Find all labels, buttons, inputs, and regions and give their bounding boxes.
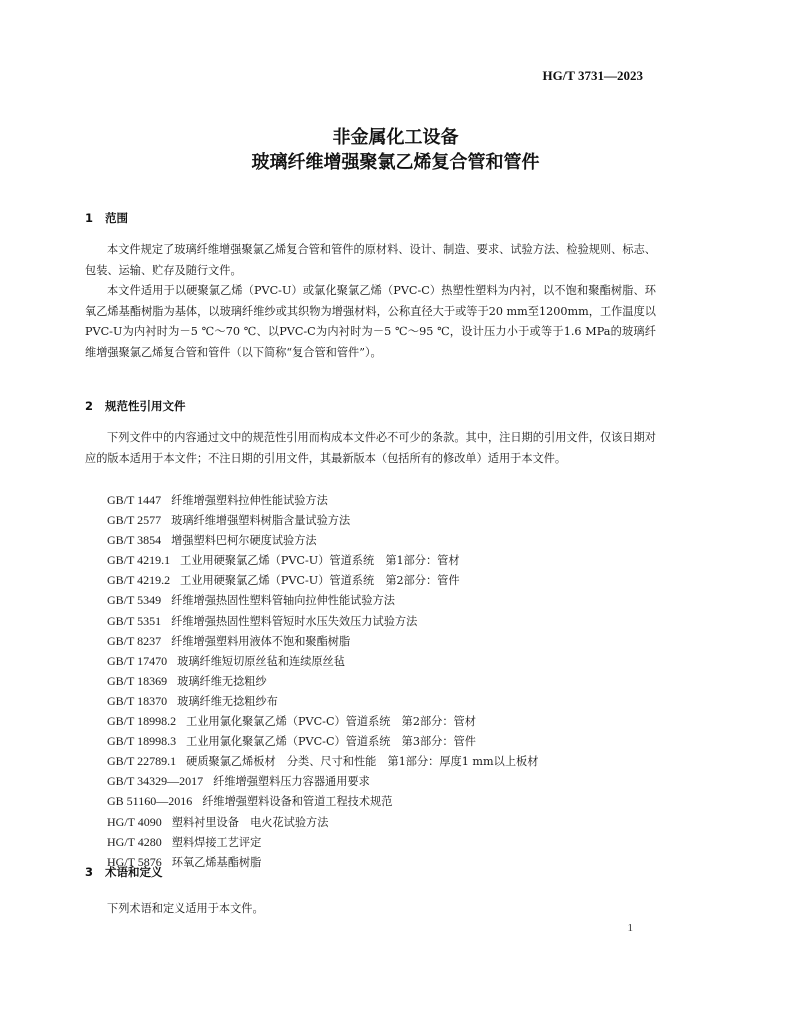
reference-code: GB/T 4219.2: [107, 573, 171, 588]
standard-code: HG/T 3731—2023: [542, 68, 643, 83]
reference-code: HG/T 5876: [107, 854, 162, 869]
reference-code: GB/T 5349: [107, 593, 162, 608]
reference-title: 工业用硬聚氯乙烯（PVC-U）管道系统 第2部分：管件: [180, 574, 460, 588]
section-3-number: 3: [85, 865, 94, 879]
reference-code: GB/T 17470: [107, 653, 168, 668]
reference-item: [107, 751, 538, 771]
reference-title: 纤维增强塑料设备和管道工程技术规范: [202, 795, 393, 809]
reference-item: [107, 590, 538, 610]
reference-code: GB/T 3854: [107, 533, 162, 548]
reference-code: GB/T 18998.2: [107, 714, 177, 729]
section-1-paragraph-1: 本文件规定了玻璃纤维增强聚氯乙烯复合管和管件的原材料、设计、制造、要求、试验方法、检验规则、标志、包装、运输、贮存及随行文件。: [85, 243, 656, 277]
reference-item: [107, 570, 538, 590]
reference-title: 环氧乙烯基酯树脂: [171, 855, 262, 869]
section-3-title: 术语和定义: [105, 865, 163, 879]
reference-item: [107, 812, 538, 832]
reference-title: 玻璃纤维短切原丝毡和连续原丝毡: [177, 654, 345, 668]
reference-item: [107, 671, 538, 691]
section-3-paragraph: 下列术语和定义适用于本文件。: [107, 902, 264, 915]
reference-item: [107, 771, 538, 791]
reference-code: GB/T 22789.1: [107, 754, 177, 769]
reference-code: GB/T 34329—2017: [107, 774, 204, 789]
reference-item: [107, 711, 538, 731]
reference-title: 塑料焊接工艺评定: [171, 835, 262, 849]
section-2-heading: [85, 398, 186, 414]
section-3-heading: [85, 864, 163, 880]
reference-item: [107, 510, 538, 530]
reference-title: 纤维增强塑料用液体不饱和聚酯树脂: [171, 634, 351, 648]
reference-title: 塑料衬里设备 电火花试验方法: [171, 815, 329, 829]
section-2-number: 2: [85, 399, 94, 413]
section-1-number: 1: [85, 211, 94, 225]
section-2-title: 规范性引用文件: [105, 399, 186, 413]
normative-references-list: [107, 490, 538, 872]
title-line-1: 非金属化工设备: [332, 127, 459, 148]
section-1-heading: [85, 210, 128, 226]
reference-title: 增强塑料巴柯尔硬度试验方法: [171, 534, 317, 548]
reference-item: [107, 791, 538, 811]
reference-title: 玻璃纤维无捻粗纱: [177, 674, 267, 688]
reference-title: 纤维增强塑料拉伸性能试验方法: [171, 494, 328, 507]
reference-item: [107, 731, 538, 751]
reference-code: GB/T 18369: [107, 673, 168, 688]
reference-item: [107, 691, 538, 711]
title-line-2: 玻璃纤维增强聚氯乙烯复合管和管件: [251, 152, 540, 173]
reference-item: [107, 631, 538, 651]
reference-item: [107, 852, 538, 872]
reference-item: [107, 832, 538, 852]
reference-code: GB/T 8237: [107, 633, 162, 648]
reference-code: HG/T 4090: [107, 814, 162, 829]
reference-item: [107, 530, 538, 550]
reference-title: 硬质聚氯乙烯板材 分类、尺寸和性能 第1部分：厚度1 mm以上板材: [186, 755, 539, 769]
section-1-paragraph-2: 本文件适用于以硬聚氯乙烯（PVC-U）或氯化聚氯乙烯（PVC-C）热塑性塑料为内衬，以不饱和聚酯树脂、环氧乙烯基酯树脂为基体，以玻璃纤维纱或其织物为增强材料，公称直径大于或等于20 mm至1200mm，工作温度以PVC-U为内衬时为－5 ℃～70 ℃、以PVC-C为内衬时为－5 ℃～95 ℃，设计压力小于或等于1.6 MPa的玻璃纤维增强聚氯乙烯复合管和管件（以下简称“复合管和管件”）。: [85, 284, 656, 359]
reference-title: 纤维增强热固性塑料管轴向拉伸性能试验方法: [171, 594, 395, 608]
reference-code: GB/T 2577: [107, 513, 162, 528]
section-2-paragraph: 下列文件中的内容通过文中的规范性引用而构成本文件必不可少的条款。其中，注日期的引用文件，仅该日期对应的版本适用于本文件；不注日期的引用文件，其最新版本（包括所有的修改单）适用于本文件。: [85, 431, 656, 465]
reference-code: GB/T 18370: [107, 693, 168, 708]
page-number: 1: [627, 922, 633, 934]
reference-title: 纤维增强塑料压力容器通用要求: [213, 775, 370, 789]
reference-title: 纤维增强热固性塑料管短时水压失效压力试验方法: [171, 614, 418, 628]
reference-item: [107, 490, 538, 510]
reference-item: [107, 651, 538, 671]
reference-title: 玻璃纤维无捻粗纱布: [177, 694, 278, 708]
reference-title: 工业用氯化聚氯乙烯（PVC-C）管道系统 第3部分：管件: [186, 735, 476, 749]
reference-title: 工业用氯化聚氯乙烯（PVC-C）管道系统 第2部分：管材: [186, 715, 476, 729]
reference-code: GB 51160—2016: [107, 794, 193, 809]
reference-item: [107, 611, 538, 631]
reference-item: [107, 550, 538, 570]
reference-code: GB/T 18998.3: [107, 734, 177, 749]
section-1-title: 范围: [105, 211, 128, 225]
reference-code: GB/T 1447: [107, 493, 162, 507]
reference-code: HG/T 4280: [107, 834, 162, 849]
reference-code: GB/T 4219.1: [107, 553, 171, 568]
reference-title: 工业用硬聚氯乙烯（PVC-U）管道系统 第1部分：管材: [180, 554, 460, 568]
reference-title: 玻璃纤维增强塑料树脂含量试验方法: [171, 514, 351, 528]
reference-code: GB/T 5351: [107, 613, 162, 628]
